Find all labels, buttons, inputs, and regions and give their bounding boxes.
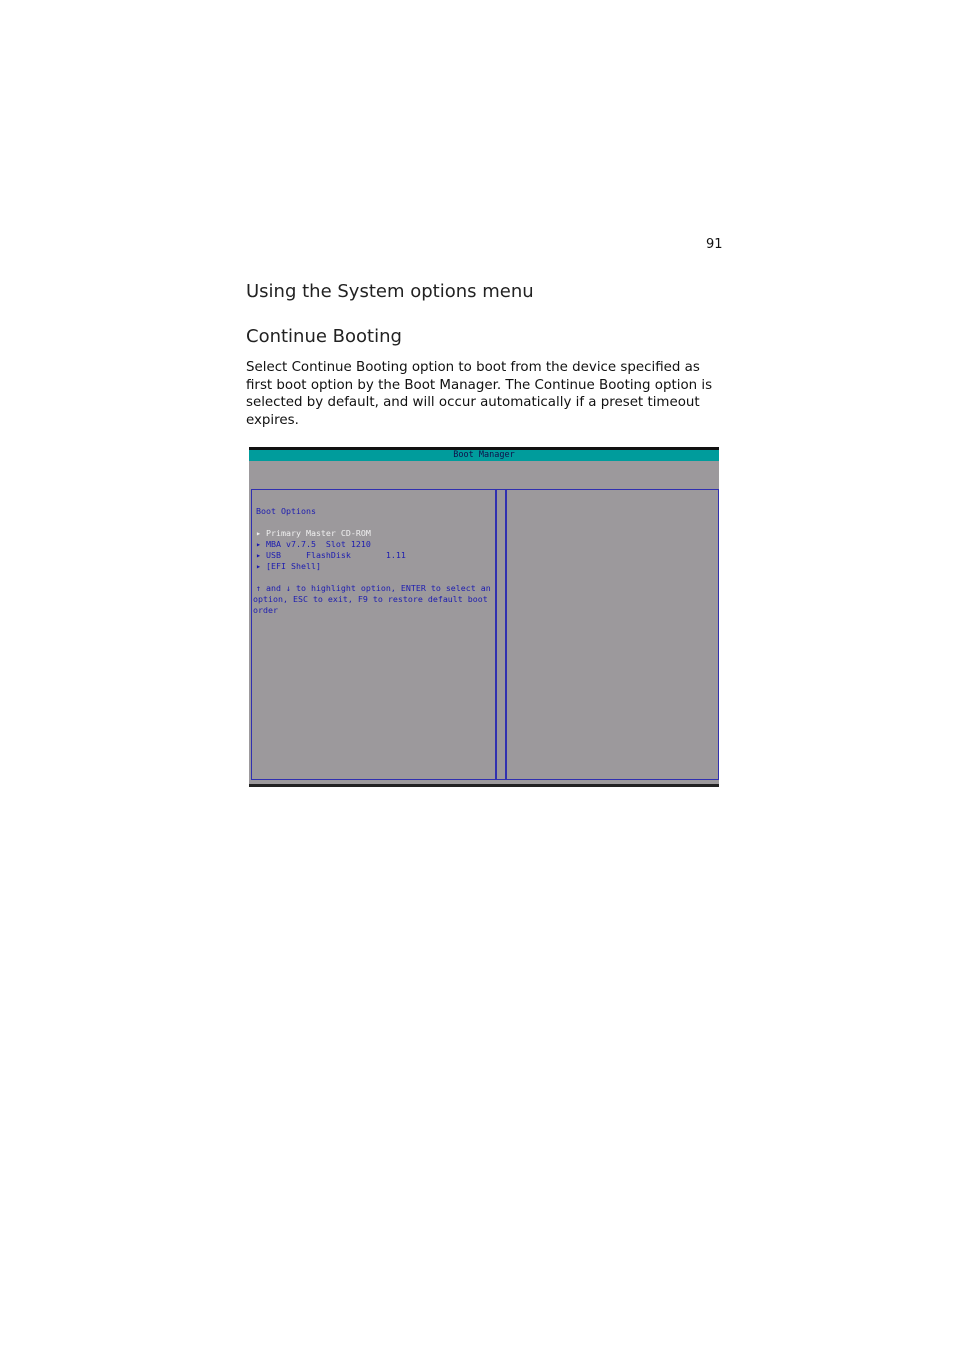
boot-item[interactable]: ▸ Primary Master CD-ROM [256,528,371,538]
help-text: order [253,605,278,615]
boot-options-heading: Boot Options [256,506,316,516]
boot-options-panel [251,489,496,780]
body-paragraph: Select Continue Booting option to boot from the device specified as first boot option by the Boot Manager. The Continue Booting option is selected by default, and will occur automatically if a preset timeout expires. [246,360,713,429]
subsection-title: Continue Booting [246,326,402,347]
page-number: 91 [706,237,723,252]
scrollbar[interactable] [496,489,506,780]
section-title: Using the System options menu [246,281,534,302]
help-text: option, ESC to exit, F9 to restore default boot [253,594,488,604]
bottom-border [249,784,719,787]
boot-item[interactable]: ▸ USB FlashDisk 1.11 [256,550,406,560]
bios-title-bar: Boot Manager [249,450,719,461]
boot-item[interactable]: ▸ MBA v7.7.5 Slot 1210 [256,539,371,549]
help-panel [506,489,719,780]
bios-screenshot [249,447,719,787]
boot-item[interactable]: ▸ [EFI Shell] [256,561,321,571]
help-text: ↑ and ↓ to highlight option, ENTER to select an [256,583,491,593]
